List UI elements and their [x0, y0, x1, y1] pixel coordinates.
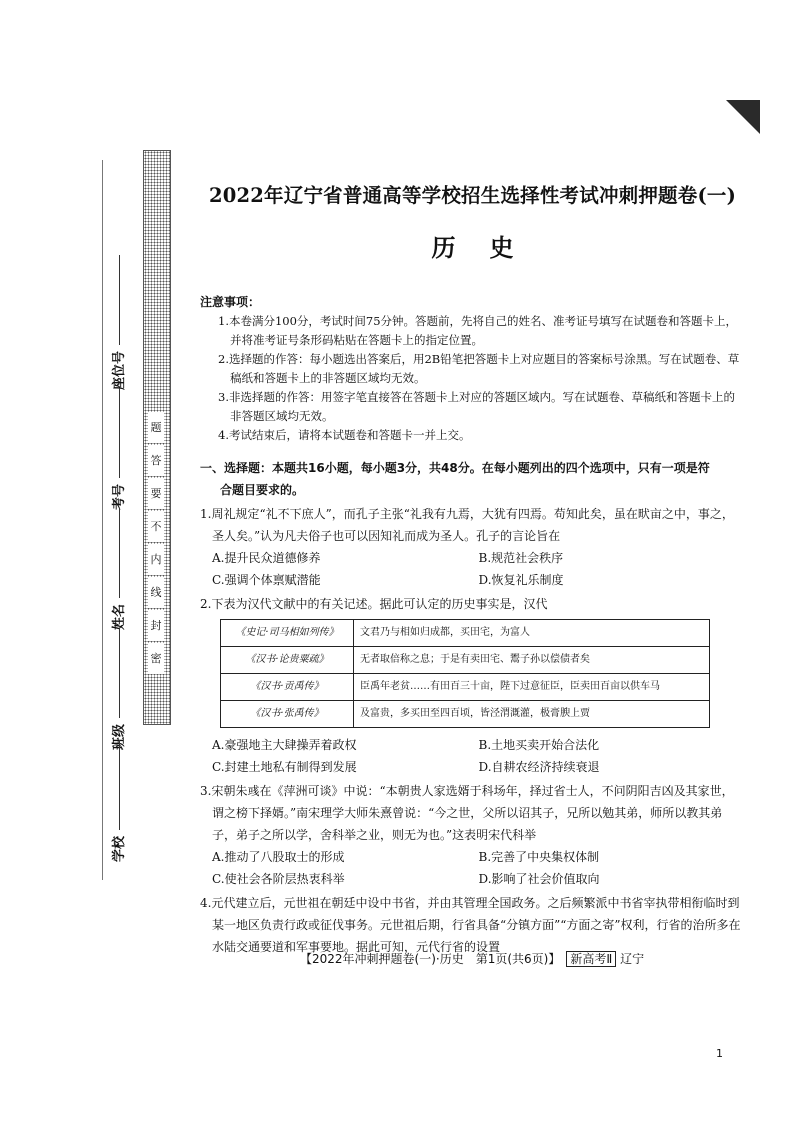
field-school: 学校	[108, 862, 138, 881]
seal-char: 线	[148, 577, 164, 608]
note-item: 1.本卷满分100分，考试时间75分钟。答题前，先将自己的姓名、准考证号填写在试题卷和答题卡上，并将准考证号条形码粘贴在答题卡上的指定位置。	[218, 314, 738, 347]
seal-char: 答	[148, 445, 164, 476]
note-item: 4.考试结束后，请将本试题卷和答题卡一并上交。	[218, 428, 471, 442]
question-3	[200, 780, 745, 890]
question-stem: 2.下表为汉代文献中的有关记述。据此可认定的历史事实是，汉代	[200, 597, 548, 611]
option-c: C.封建土地私有制得到发展	[212, 760, 357, 774]
question-2	[200, 593, 745, 778]
option-d: D.自耕农经济持续衰退	[478, 760, 600, 774]
option-d: D.恢复礼乐制度	[478, 573, 564, 587]
page-number: 1	[716, 1047, 723, 1060]
exam-content	[200, 180, 745, 958]
option-a: A.提升民众道德修养	[212, 551, 321, 565]
question-options	[200, 734, 745, 778]
notes-heading: 注意事项：	[200, 295, 261, 309]
section-heading-line2: 合题目要求的。	[220, 483, 305, 497]
seal-text	[148, 410, 164, 676]
folded-corner	[726, 100, 760, 134]
student-info-fields	[108, 230, 138, 870]
option-d: D.影响了社会价值取向	[478, 872, 600, 886]
option-a: A.豪强地主大肆操弄着政权	[212, 738, 357, 752]
seal-char: 封	[148, 610, 164, 641]
seal-char: 不	[148, 511, 164, 542]
notes-block	[200, 293, 745, 445]
seal-char: 要	[148, 478, 164, 509]
field-name: 姓名	[108, 630, 138, 649]
seal-char: 密	[148, 643, 164, 674]
page-footer	[300, 950, 760, 967]
table-cell: 臣禹年老贫……有田百三十亩，陛下过意征臣，臣卖田百亩以供车马	[354, 674, 710, 701]
table-cell: 《史记·司马相如列传》	[221, 620, 354, 647]
field-exam-number: 考号	[108, 510, 138, 529]
seal-char: 题	[148, 412, 164, 443]
question-stem: 4.元代建立后，元世祖在朝廷中设中书省，并由其管理全国政务。之后频繁派中书省宰执带相衔临时到某一地区负责行政或征伐事务。元世祖后期，行省具备“分镇方面”“方面之寄”权利，行省的治所多在水陆交通要道和军事要地。据此可知，元代行省的设置	[200, 896, 741, 954]
field-seat: 座位号	[108, 390, 138, 409]
option-a: A.推动了八股取士的形成	[212, 850, 345, 864]
option-b: B.土地买卖开始合法化	[478, 738, 600, 752]
option-c: C.强调个体禀赋潜能	[212, 573, 321, 587]
option-b: B.规范社会秩序	[478, 551, 564, 565]
table-cell: 及富贵，多买田至四百顷，皆泾渭溉灌，极膏腴上贾	[354, 701, 710, 728]
question-options	[200, 547, 745, 591]
table-cell: 无者取倍称之息；于是有卖田宅、鬻子孙以偿债者矣	[354, 647, 710, 674]
binding-line	[102, 160, 103, 880]
table-cell: 文君乃与相如归成都，买田宅，为富人	[354, 620, 710, 647]
option-c: C.使社会各阶层热衷科举	[212, 872, 345, 886]
option-b: B.完善了中央集权体制	[478, 850, 600, 864]
table-cell: 《汉书·论贵粟疏》	[221, 647, 354, 674]
field-class: 班级	[108, 750, 138, 769]
table-row	[221, 620, 710, 647]
region-label: 辽宁	[620, 952, 645, 966]
question-4	[200, 892, 745, 958]
section-heading	[200, 457, 745, 501]
question-1	[200, 503, 745, 591]
table-row	[221, 674, 710, 701]
source-table	[220, 619, 710, 728]
table-row	[221, 701, 710, 728]
question-options	[200, 846, 745, 890]
table-cell: 《汉书·贡禹传》	[221, 674, 354, 701]
exam-type-badge: 新高考Ⅱ	[566, 951, 616, 967]
table-cell: 《汉书·张禹传》	[221, 701, 354, 728]
exam-title: 2022年辽宁省普通高等学校招生选择性考试冲刺押题卷(一)	[208, 184, 737, 207]
section-heading-line1: 一、选择题：本题共16小题，每小题3分，共48分。在每小题列出的四个选项中，只有一项是符	[200, 461, 710, 475]
seal-char: 内	[148, 544, 164, 575]
note-item: 2.选择题的作答：每小题选出答案后，用2B铅笔把答题卡上对应题目的答案标号涂黑。写在试题卷、草稿纸和答题卡上的非答题区域均无效。	[218, 352, 740, 385]
question-stem: 3.宋朝朱彧在《萍洲可谈》中说：“本朝贵人家选婿于科场年，择过省士人，不问阴阳吉凶及其家世，谓之榜下择婿。”南宋理学大师朱熹曾说：“今之世，父所以诏其子，兄所以勉其弟，师所以教其弟子，弟子之所以学，舍科举之业，则无为也。”这表明宋代科举	[200, 784, 734, 842]
footer-text: 【2022年冲刺押题卷(一)·历史 第1页(共6页)】	[300, 952, 561, 966]
note-item: 3.非选择题的作答：用签字笔直接答在答题卡上对应的答题区域内。写在试题卷、草稿纸和答题卡上的非答题区域均无效。	[218, 390, 735, 423]
table-row	[221, 647, 710, 674]
subject-title: 历史	[431, 234, 548, 262]
question-stem: 1.周礼规定“礼不下庶人”，而孔子主张“礼我有九焉，大犹有四焉。苟知此矣，虽在畎亩之中，事之，圣人矣。”认为凡夫俗子也可以因知礼而成为圣人。孔子的言论旨在	[200, 507, 734, 543]
